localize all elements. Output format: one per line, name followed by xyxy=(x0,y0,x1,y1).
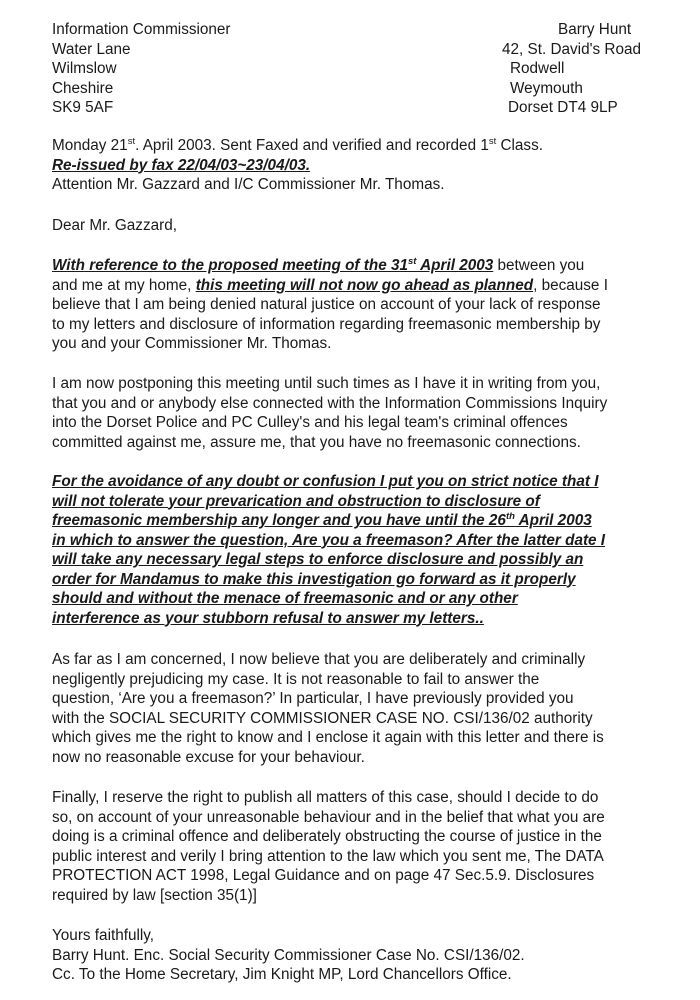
sender-line: Barry Hunt xyxy=(558,21,632,38)
para5-line: required by law [section 35(1)] xyxy=(52,886,257,904)
para1-rest: between you xyxy=(493,257,585,274)
recipient-line: Water Lane xyxy=(52,40,131,58)
para5-line: public interest and verily I bring attention to the law which you sent me, The DATA xyxy=(52,847,604,865)
para1-line: believe that I am being denied natural justice on account of your lack of response xyxy=(52,296,601,313)
para4-line: which gives me the right to know and I enclose it again with this letter and there is xyxy=(52,729,604,746)
para3-sup: th xyxy=(505,511,515,522)
para1-bold-b-text: April 2003 xyxy=(416,257,494,274)
sender-line: 42, St. David's Road xyxy=(502,40,641,58)
sender-line: Dorset DT4 9LP xyxy=(508,99,618,116)
para4-line: now no reasonable excuse for your behaviour. xyxy=(52,748,365,766)
attention-line: Attention Mr. Gazzard and I/C Commissioner Mr. Thomas. xyxy=(52,176,445,193)
para2-line: that you and or anybody else connected with the Information Commissions Inquiry xyxy=(52,394,608,412)
para1-bold-a xyxy=(52,257,493,274)
para3-line: will not tolerate your prevarication and obstruction to disclosure of xyxy=(52,492,540,510)
para4-line: As far as I am concerned, I now believe that you are deliberately and criminally xyxy=(52,651,586,668)
para2-line: into the Dorset Police and PC Culley's and his legal team's criminal offences xyxy=(52,414,568,431)
para4-line: negligently prejudicing my case. It is not reasonable to fail to answer the xyxy=(52,670,540,688)
para2-line: I am now postponing this meeting until such times as I have it in writing from you, xyxy=(52,375,601,392)
paragraph-4 xyxy=(52,650,692,767)
letter-header xyxy=(52,136,692,195)
cc-line: Cc. To the Home Secretary, Jim Knight MP, Lord Chancellors Office. xyxy=(52,966,512,983)
para3-line xyxy=(52,511,692,531)
sender-line: Weymouth xyxy=(510,79,583,97)
date-text-b: . April 2003. Sent Faxed and verified and recorded 1 xyxy=(135,137,489,154)
para3-line: should and without the menace of freemasonic and or any other xyxy=(52,590,518,607)
sender-address xyxy=(502,20,692,118)
para3-line: interference as your stubborn refusal to answer my letters.. xyxy=(52,609,484,627)
para1-l2-bold: this meeting will not now go ahead as planned xyxy=(195,276,534,294)
para4-line: with the SOCIAL SECURITY COMMISSIONER CASE NO. CSI/136/02 authority xyxy=(52,709,593,727)
class-sup: st xyxy=(488,136,497,147)
para5-line: so, on account of your unreasonable behaviour and in the belief that what you are xyxy=(52,808,605,826)
valediction: Yours faithfully, xyxy=(52,927,155,944)
reissued-line: Re-issued by fax 22/04/03~23/04/03. xyxy=(52,156,311,174)
paragraph-2 xyxy=(52,374,692,452)
date-text-c: Class. xyxy=(496,137,543,154)
para3-l3-b: April 2003 xyxy=(514,512,592,529)
para1-l2-a: and me at my home, xyxy=(52,276,196,294)
para1-line xyxy=(52,256,692,276)
paragraph-1 xyxy=(52,256,692,354)
salutation-text: Dear Mr. Gazzard, xyxy=(52,217,177,234)
recipient-address xyxy=(52,20,352,118)
para1-line: to my letters and disclosure of information regarding freemasonic membership by xyxy=(52,315,601,333)
recipient-line: Cheshire xyxy=(52,79,114,97)
para3-line: in which to answer the question, Are you a freemason? After the latter date I xyxy=(52,531,606,549)
signature-line: Barry Hunt. Enc. Social Security Commissioner Case No. CSI/136/02. xyxy=(52,946,525,964)
para3-line: order for Mandamus to make this investigation go forward as it properly xyxy=(52,570,576,588)
para3-l3-a: freemasonic membership any longer and you have until the 26 xyxy=(52,512,506,529)
date-text-a: Monday 21 xyxy=(52,137,128,154)
recipient-line: Information Commissioner xyxy=(52,21,231,38)
para2-line: committed against me, assure me, that you have no freemasonic connections. xyxy=(52,433,581,451)
para3-line: will take any necessary legal steps to enforce disclosure and possibly an xyxy=(52,551,584,568)
salutation xyxy=(52,216,692,236)
date-sup: st xyxy=(127,136,136,147)
recipient-line: SK9 5AF xyxy=(52,99,114,116)
para5-line: PROTECTION ACT 1998, Legal Guidance and on page 47 Sec.5.9. Disclosures xyxy=(52,867,595,884)
para1-line: you and your Commissioner Mr. Thomas. xyxy=(52,335,332,352)
para3-line: For the avoidance of any doubt or confusion I put you on strict notice that I xyxy=(52,473,599,490)
recipient-line: Wilmslow xyxy=(52,60,117,77)
para4-line: question, ‘Are you a freemason?’ In particular, I have previously provided you xyxy=(52,690,574,707)
sender-line: Rodwell xyxy=(510,60,565,77)
paragraph-5 xyxy=(52,788,692,905)
para5-line: doing is a criminal offence and deliberately obstructing the course of justice in the xyxy=(52,828,602,845)
para1-line xyxy=(52,276,692,296)
para1-bold-a-text: With reference to the proposed meeting of the 31 xyxy=(52,257,408,274)
para1-l2-b: , because I xyxy=(533,276,608,294)
para1-sup: st xyxy=(408,256,417,267)
closing xyxy=(52,926,692,985)
para5-line: Finally, I reserve the right to publish all matters of this case, should I decide to do xyxy=(52,789,599,806)
paragraph-3-notice xyxy=(52,472,692,628)
date-line xyxy=(52,136,692,156)
